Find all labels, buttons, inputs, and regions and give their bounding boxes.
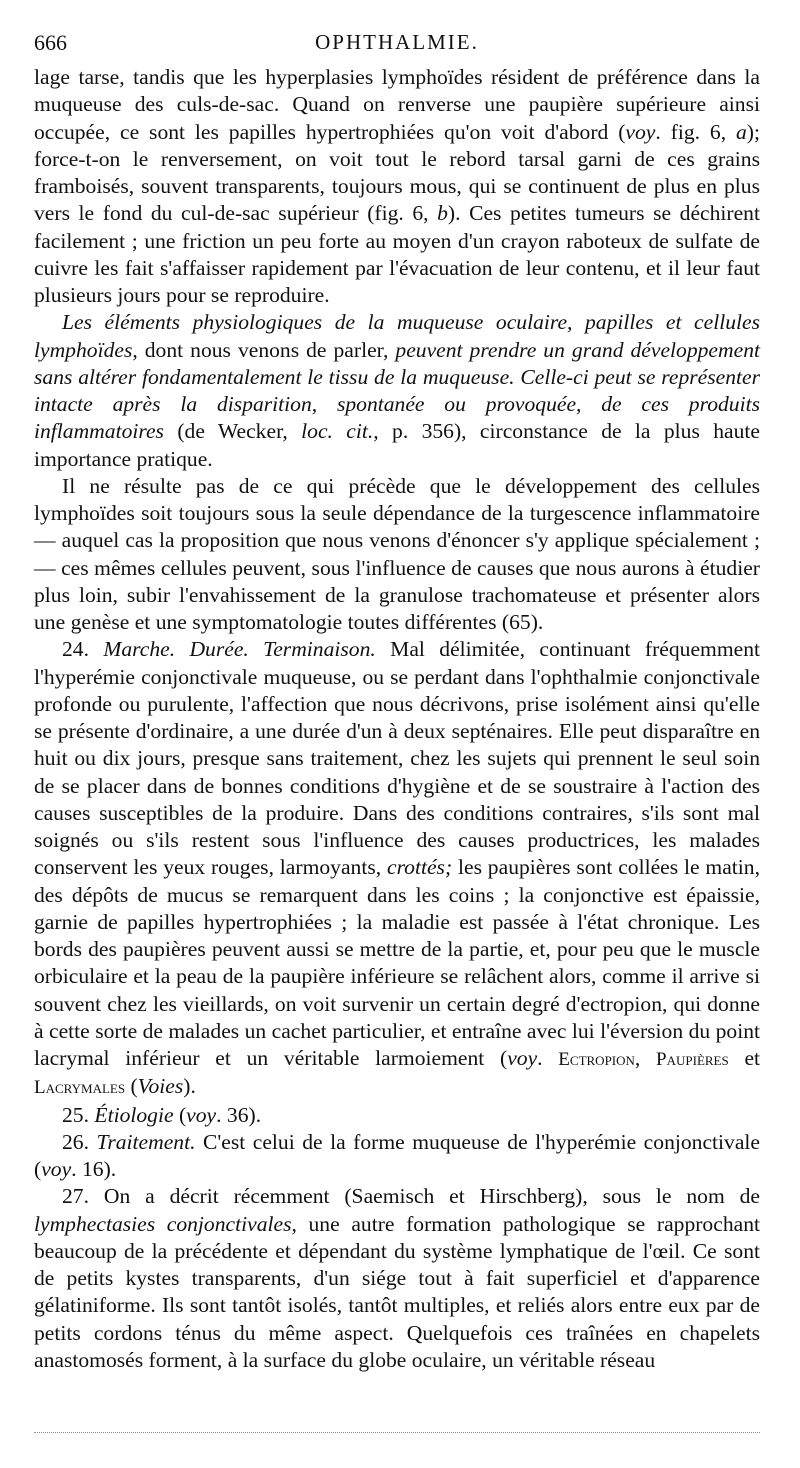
section-24-heading: Marche. Durée. Terminaison. bbox=[103, 637, 376, 662]
page-bottom-dotted-rule bbox=[34, 1432, 760, 1433]
section-27: 27. On a décrit récemment (Saemisch et Hirschberg), sous le nom de lymphectasies conjonctivales, une autre formation pathologique se rapprochant beaucoup de la précédente et dépendant du système lymphatique de l'œil. Ce sont de petits kystes transparents, d'un siége tout à fait superficiel et d'apparence gélatiniforme. Ils sont tantôt isolés, tantôt multiples, et reliés alors entre eux par de petits cordons ténus du même aspect. Quelquefois ces traînées en chapelets anastomosés forment, à la surface du globe oculaire, un véritable réseau bbox=[34, 1184, 760, 1372]
body-text bbox=[34, 64, 760, 1374]
paragraph-2: Les éléments physiologiques de la muqueuse oculaire, papilles et cellules lymphoïdes, dont nous venons de parler, peuvent prendre un grand développement sans altérer fondamentalement le tissu de la muqueuse. Celle-ci peut se représenter intacte après la disparition, spontanée ou provoquée, de ces produits inflammatoires (de Wecker, loc. cit., p. 356), circonstance de la plus haute importance pratique. bbox=[34, 310, 760, 471]
section-26: 26. Traitement. C'est celui de la forme muqueuse de l'hyperémie conjonctivale (voy. 16). bbox=[34, 1129, 761, 1181]
section-24: 24. Marche. Durée. Terminaison. Mal délimitée, continuant fréquemment l'hyperémie conjonctivale muqueuse, ou se perdant dans l'ophthalmie conjonctivale profonde ou purulente, l'affection que nous décrivons, prise isolément ainsi qu'elle se présente d'ordinaire, a une durée d'un à deux septénaires. Elle peut disparaître en huit ou dix jours, presque sans traitement, chez les sujets qui prennent le seul soin de se placer dans de bonnes conditions d'hygiène et de se soustraire à l'action des causes susceptibles de la produire. Dans des conditions contraires, s'ils sont mal soignés ou s'ils restent sous l'influence des causes productrices, les malades conservent les yeux rouges, larmoyants, crottés; les paupières sont collées le matin, des dépôts de mucus se remarquent dans les coins ; la conjonctive est épaissie, garnie de papilles hypertrophiées ; la maladie est passée à l'état chronique. Les bords des paupières peuvent aussi se mettre de la partie, et, pour peu que le muscle orbiculaire et la peau de la paupière inférieure se relâchent alors, comme il arrive si souvent chez les vieillards, on voit survenir un certain degré d'ectropion, qui donne à cette sorte de malades un cachet particulier, et entraîne avec lui l'éversion du point lacrymal inférieur et un véritable larmoiement (voy. Ectropion, Paupières et Lacrymales (Voies). bbox=[34, 637, 761, 1099]
section-25-heading: Étiologie bbox=[94, 1102, 174, 1127]
section-25: 25. Étiologie (voy. 36). bbox=[62, 1102, 262, 1127]
paragraph-3: Il ne résulte pas de ce qui précède que le développement des cellules lymphoïdes soit toujours sous la seule dépendance de la turgescence inflammatoire — auquel cas la proposition que nous venons d'énoncer s'y applique spécialement ; — ces mêmes cellules peuvent, sous l'influence de causes que nous aurons à étudier plus loin, subir l'envahissement de la granulose trachomateuse et présenter alors une genèse et une symptomatologie toutes différentes (65). bbox=[34, 473, 760, 634]
running-title: OPHTHALMIE. bbox=[315, 30, 479, 54]
paragraph-1: lage tarse, tandis que les hyperplasies lymphoïdes résident de préférence dans la muqueuse des culs-de-sac. Quand on renverse une paupière supérieure ainsi occupée, ce sont les papilles hypertrophiées qu'on voit d'abord (voy. fig. 6, a); force-t-on le renversement, on voit tout le rebord tarsal garni de ces grains framboisés, souvent transparents, toujours mous, qui se continuent de plus en plus vers le fond du cul-de-sac supérieur (fig. 6, b). Ces petites tumeurs se déchirent facilement ; une friction un peu forte au moyen d'un crayon raboteux de sulfate de cuivre les fait s'affaisser rapidement par l'évacuation de leur contenu, et il leur faut plusieurs jours pour se reproduire. bbox=[34, 65, 760, 307]
section-26-heading: Traitement. bbox=[96, 1129, 196, 1154]
page-number: 666 bbox=[34, 30, 67, 55]
page-header bbox=[34, 26, 760, 64]
